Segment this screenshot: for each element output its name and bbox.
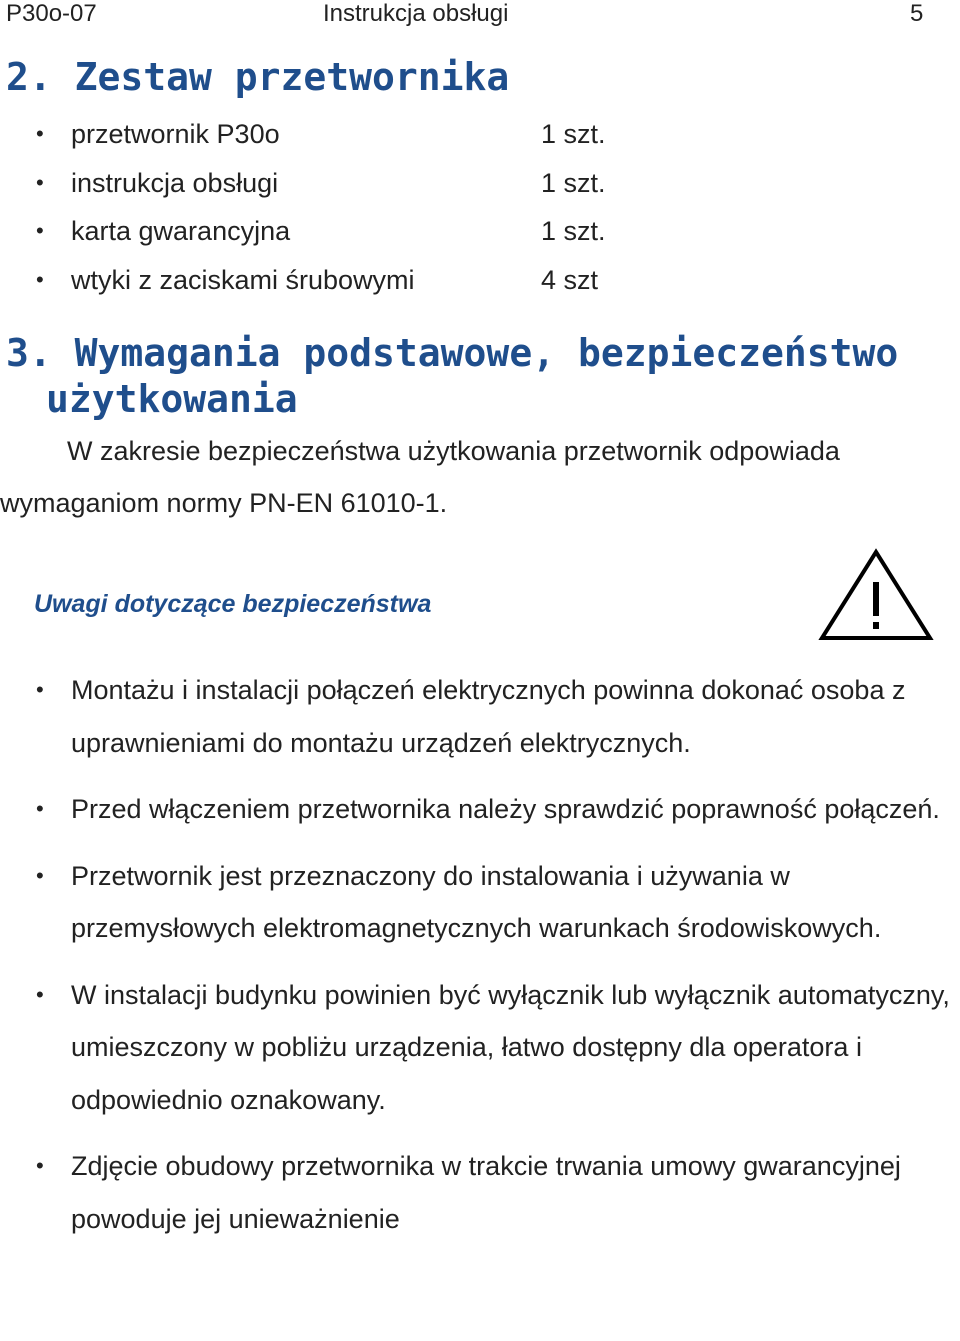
list-item	[0, 783, 960, 836]
item-name: instrukcja obsługi	[71, 167, 279, 198]
list-item	[0, 664, 960, 769]
item-quantity: 4 szt	[541, 264, 599, 295]
warning-triangle-icon	[818, 548, 934, 642]
item-name: karta gwarancyjna	[71, 216, 291, 246]
list-item	[0, 159, 700, 208]
document-code: P30o-07	[6, 0, 97, 27]
intro-paragraph	[0, 425, 945, 529]
item-name: wtyki z zaciskami śrubowymi	[71, 264, 415, 295]
bullet: •	[36, 169, 44, 195]
safety-notes-title: Uwagi dotyczące bezpieczeństwa	[34, 590, 432, 618]
page-header	[0, 0, 960, 30]
bullet: •	[36, 121, 44, 146]
safety-notes-list	[0, 664, 960, 1259]
kit-list	[0, 110, 700, 304]
note-text: W instalacji budynku powinien być wyłącznik lub wyłącznik automatyczny, umieszczony w pobliżu urządzenia, łatwo dostępny dla operatora i odpowiednio oznakowany.	[71, 979, 950, 1115]
bullet: •	[36, 862, 44, 888]
item-quantity: 1 szt.	[541, 119, 606, 149]
page-number: 5	[910, 0, 924, 27]
bullet: •	[36, 677, 44, 702]
item-quantity: 1 szt.	[541, 216, 606, 246]
bullet: •	[36, 981, 44, 1007]
bullet: •	[36, 218, 44, 243]
list-item	[0, 256, 700, 305]
list-item	[0, 969, 960, 1127]
document-title: Instrukcja obsługi	[323, 0, 509, 27]
note-text: Przed włączeniem przetwornika należy sprawdzić poprawność połączeń.	[71, 794, 940, 824]
section-3-title-line-1: 3. Wymagania podstawowe, bezpieczeństwo	[6, 331, 899, 375]
list-item	[0, 110, 700, 159]
section-3-title-line-2: użytkowania	[46, 377, 298, 421]
list-item	[0, 207, 700, 256]
bullet: •	[36, 266, 44, 292]
list-item	[0, 1140, 960, 1245]
section-3-title	[6, 330, 898, 422]
list-item	[0, 850, 960, 955]
bullet: •	[36, 796, 44, 821]
note-text: Przetwornik jest przeznaczony do instalowania i używania w przemysłowych elektromagnetycznych warunkach środowiskowych.	[71, 860, 882, 943]
intro-line-1: W zakresie bezpieczeństwa użytkowania przetwornik odpowiada	[67, 436, 840, 466]
intro-line-2: wymaganiom normy PN-EN 61010-1.	[0, 488, 448, 518]
bullet: •	[36, 1153, 44, 1178]
note-text: Zdjęcie obudowy przetwornika w trakcie trwania umowy gwarancyjnej powoduje jej unieważnienie	[71, 1151, 901, 1234]
item-name: przetwornik P30o	[71, 119, 280, 149]
item-quantity: 1 szt.	[541, 167, 606, 198]
section-2-title: 2. Zestaw przetwornika	[6, 55, 510, 99]
note-text: Montażu i instalacji połączeń elektrycznych powinna dokonać osoba z uprawnieniami do montażu urządzeń elektrycznych.	[71, 675, 906, 758]
